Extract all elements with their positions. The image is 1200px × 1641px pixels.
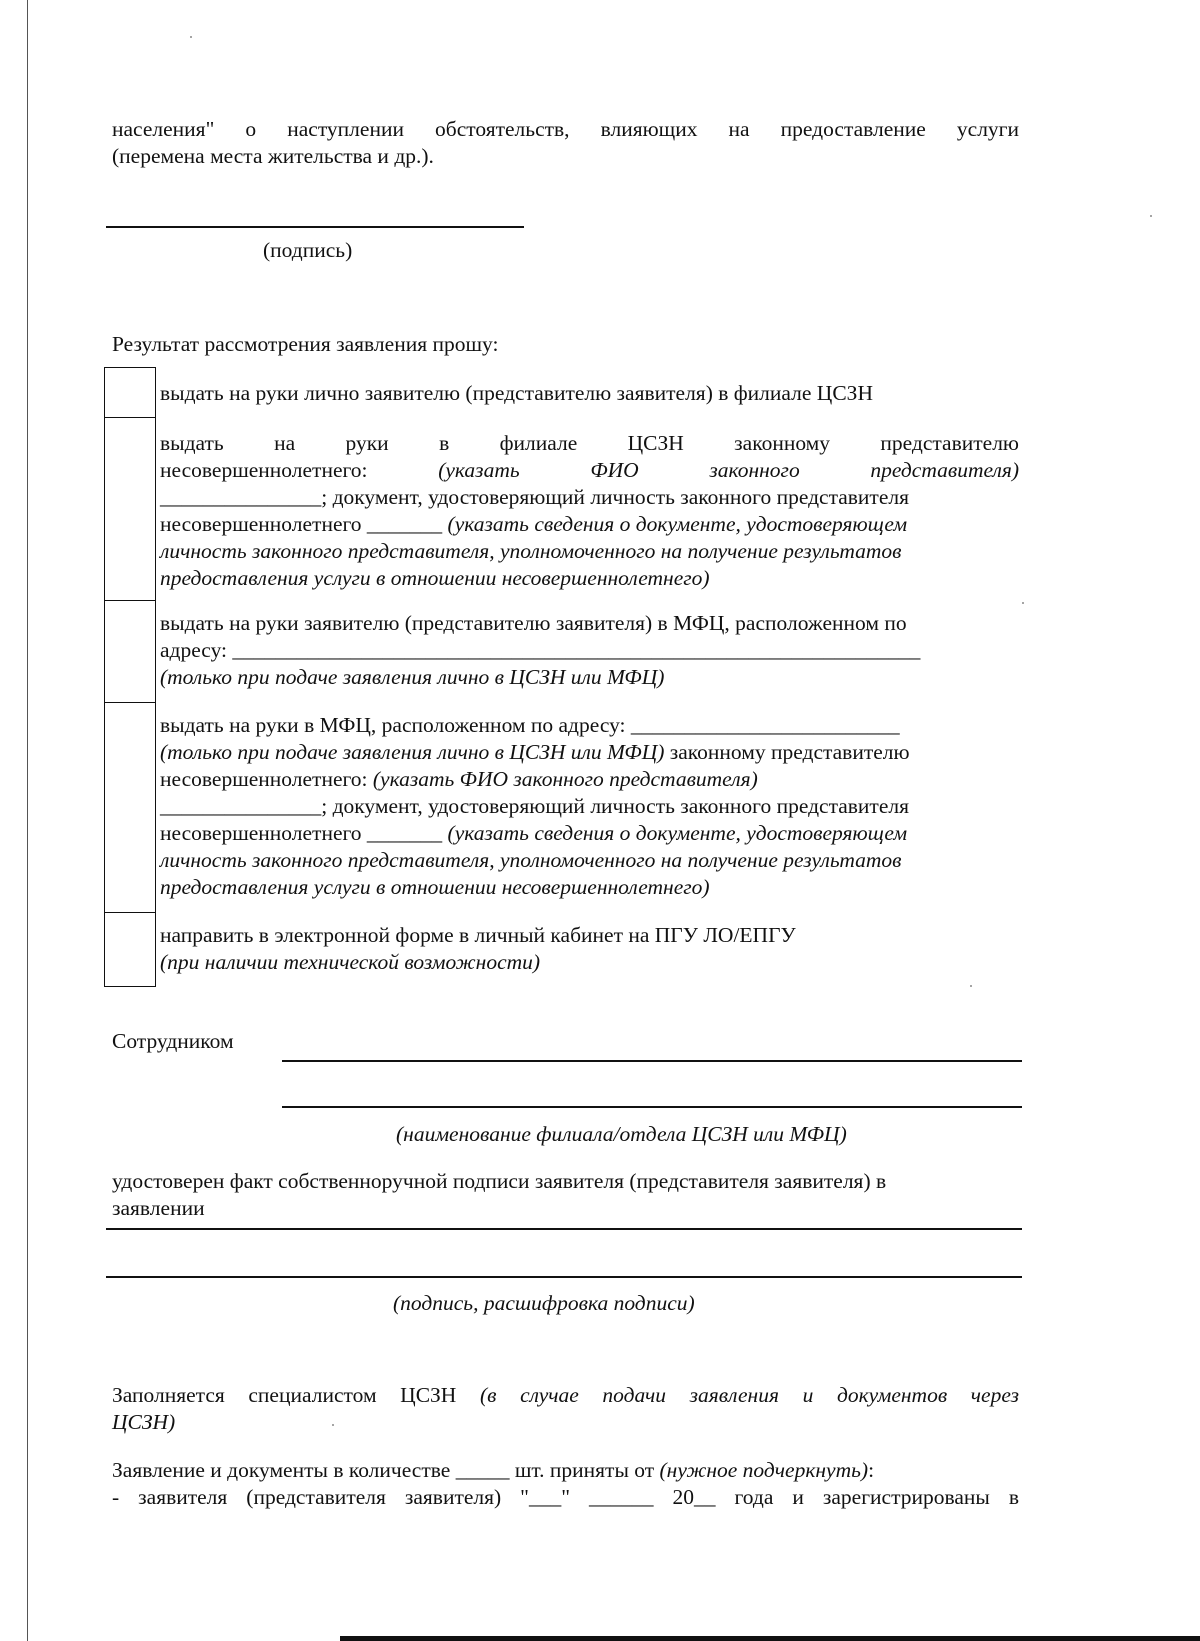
scan-speck <box>970 985 972 987</box>
option-1 <box>104 367 1019 417</box>
signature-caption: (подпись) <box>263 238 353 262</box>
option-3-line-2 <box>160 637 1019 664</box>
employee-label: Сотрудником <box>112 1029 234 1053</box>
filled-by-prefix: Заполняется специалистом ЦСЗН <box>112 1383 457 1407</box>
option-4-address-blank[interactable]: _________________________ <box>630 713 900 737</box>
option-2-line-3-text: ; документ, удостоверяющий личность законного представителя <box>321 485 909 509</box>
option-5-checkbox[interactable] <box>104 912 156 987</box>
option-4 <box>104 702 1019 912</box>
option-5 <box>104 912 1019 987</box>
accepted-paragraph <box>112 1457 1019 1511</box>
option-4-text <box>160 702 1019 901</box>
option-2-line-4 <box>160 511 1019 538</box>
option-5-line-2: (при наличии технической возможности) <box>160 950 541 974</box>
employee-line-2[interactable] <box>282 1106 1022 1108</box>
accepted-line-2: - заявителя (представителя заявителя) "___" ______ 20__ года и зарегистрированы в <box>112 1485 1019 1509</box>
filled-by-paragraph <box>112 1382 1019 1436</box>
filled-by-line-2: ЦСЗН) <box>112 1410 176 1434</box>
option-5-line-1: направить в электронной форме в личный кабинет на ПГУ ЛО/ЕПГУ <box>160 923 796 947</box>
option-2-line-2-italic: (указать ФИО законного представителя) <box>438 458 1020 482</box>
option-2-checkbox[interactable] <box>104 417 156 600</box>
option-5-text <box>160 912 1019 976</box>
signature-line[interactable] <box>106 226 524 228</box>
option-4-line-3-italic: (указать ФИО законного представителя) <box>372 767 758 791</box>
certified-line-a[interactable] <box>106 1228 1022 1230</box>
intro-paragraph <box>112 116 1019 170</box>
option-3 <box>104 600 1019 702</box>
certified-line-1: удостоверен факт собственноручной подписи заявителя (представителя заявителя) в <box>112 1169 887 1193</box>
option-4-line-3 <box>160 766 1019 793</box>
certified-caption: (подпись, расшифровка подписи) <box>393 1291 695 1315</box>
option-4-line-6: личность законного представителя, уполномоченного на получение результатов <box>160 848 902 872</box>
employee-caption: (наименование филиала/отдела ЦСЗН или МФЦ) <box>396 1122 847 1146</box>
option-4-line-5-italic: (указать сведения о документе, удостоверяющем <box>447 821 908 845</box>
option-4-line-2-text: законному представителю <box>664 740 910 764</box>
option-2-doc-blank[interactable]: _______ <box>366 512 443 536</box>
option-2-line-2-prefix: несовершеннолетнего: <box>160 458 368 482</box>
option-4-address-label: выдать на руки в МФЦ, расположенном по адресу: <box>160 713 626 737</box>
option-3-address-label: адресу: <box>160 638 228 662</box>
accepted-mid: шт. приняты от <box>514 1458 655 1482</box>
accepted-count-blank[interactable]: _____ <box>455 1458 510 1482</box>
option-4-line-2 <box>160 739 1019 766</box>
certified-line-2: заявлении <box>112 1196 205 1220</box>
option-4-line-2-italic: (только при подаче заявления лично в ЦСЗН или МФЦ) <box>160 740 665 764</box>
option-4-line-7: предоставления услуги в отношении несовершеннолетнего) <box>160 875 710 899</box>
option-2-line-3 <box>160 484 1019 511</box>
option-2-line-6: предоставления услуги в отношении несовершеннолетнего) <box>160 566 710 590</box>
option-4-line-5 <box>160 820 1019 847</box>
page-left-edge <box>27 0 28 1641</box>
option-2-text <box>160 417 1019 592</box>
option-3-line-1: выдать на руки заявителю (представителю заявителя) в МФЦ, расположенном по <box>160 611 907 635</box>
option-4-doc-blank[interactable]: _______ <box>366 821 443 845</box>
option-4-line-4-text: ; документ, удостоверяющий личность законного представителя <box>321 794 909 818</box>
scan-speck <box>1150 215 1152 217</box>
scan-speck <box>1022 602 1024 604</box>
certified-line-b[interactable] <box>106 1276 1022 1278</box>
option-2-line-4-italic: (указать сведения о документе, удостоверяющем <box>447 512 908 536</box>
option-1-checkbox[interactable] <box>104 367 156 417</box>
result-heading: Результат рассмотрения заявления прошу: <box>112 332 499 356</box>
scan-speck <box>332 1424 334 1426</box>
filled-by-line-1 <box>112 1382 1019 1409</box>
option-2-line-2 <box>160 457 1019 484</box>
option-2-line-5: личность законного представителя, уполномоченного на получение результатов <box>160 539 902 563</box>
intro-line-2: (перемена места жительства и др.). <box>112 144 434 168</box>
option-2-line-1: выдать на руки в филиале ЦСЗН законному представителю <box>160 431 1019 455</box>
option-3-text <box>160 600 1019 691</box>
scan-speck <box>190 36 192 38</box>
accepted-colon: : <box>868 1458 875 1482</box>
result-options <box>104 367 1019 987</box>
accepted-italic: (нужное подчеркнуть) <box>659 1458 869 1482</box>
option-1-line: выдать на руки лично заявителю (представителю заявителя) в филиале ЦСЗН <box>160 381 873 405</box>
option-1-text <box>160 367 1019 407</box>
accepted-line-1 <box>112 1457 1019 1484</box>
filled-by-italic-1: (в случае подачи заявления и документов через <box>479 1383 1019 1407</box>
option-2-line-4-prefix: несовершеннолетнего <box>160 512 362 536</box>
option-4-checkbox[interactable] <box>104 702 156 912</box>
intro-line-1: населения" о наступлении обстоятельств, влияющих на предоставление услуги <box>112 117 1019 141</box>
page-bottom-edge <box>340 1636 1200 1641</box>
option-3-address-blank[interactable]: ________________________________________________________________ <box>232 638 921 662</box>
option-4-line-4 <box>160 793 1019 820</box>
option-2 <box>104 417 1019 600</box>
option-4-line-5-prefix: несовершеннолетнего <box>160 821 362 845</box>
option-4-line-1 <box>160 712 1019 739</box>
certified-text <box>112 1168 1019 1222</box>
accepted-count-label: Заявление и документы в количестве <box>112 1458 451 1482</box>
option-4-fio-blank[interactable]: _______________ <box>160 794 322 818</box>
option-3-line-3: (только при подаче заявления лично в ЦСЗН или МФЦ) <box>160 665 665 689</box>
employee-line-1[interactable] <box>282 1060 1022 1062</box>
option-2-fio-blank[interactable]: _______________ <box>160 485 322 509</box>
option-4-line-3-prefix: несовершеннолетнего: <box>160 767 368 791</box>
option-3-checkbox[interactable] <box>104 600 156 702</box>
